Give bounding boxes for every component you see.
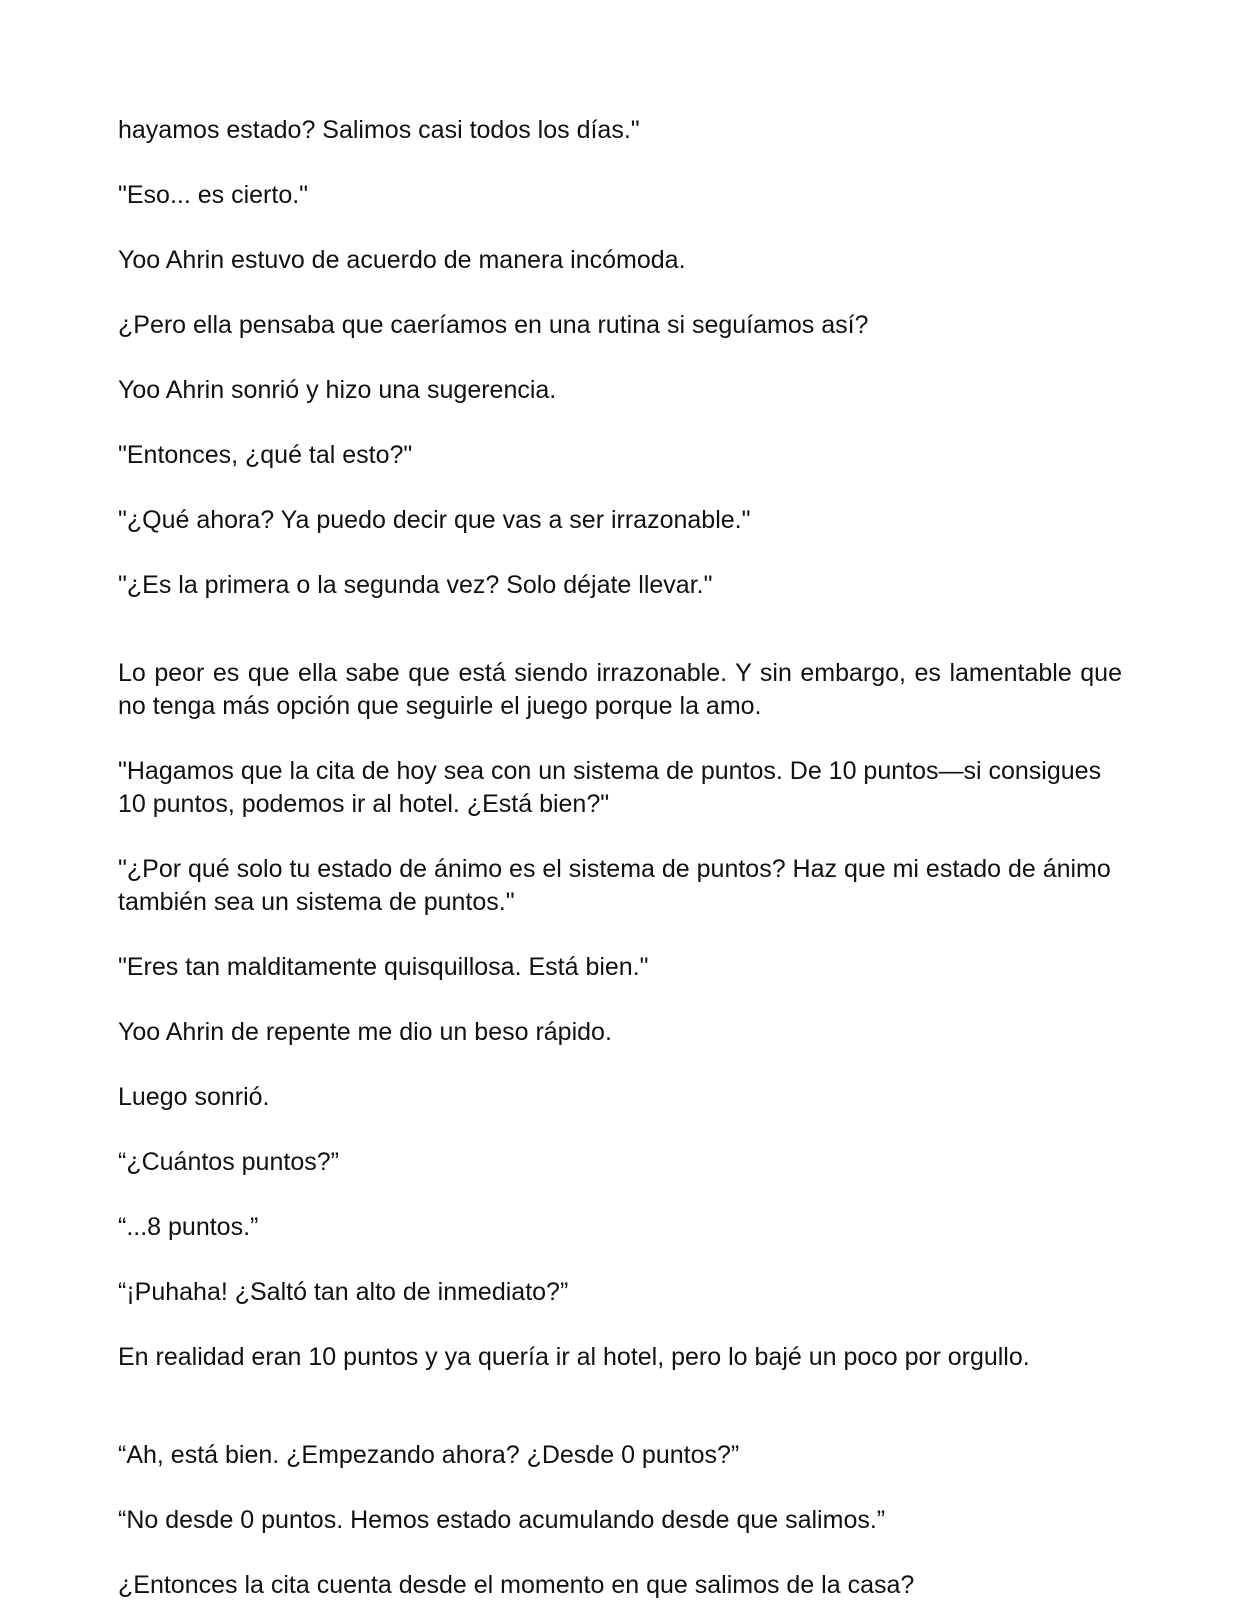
paragraph-4: ¿Pero ella pensaba que caeríamos en una rutina si seguíamos así? [118, 311, 869, 339]
paragraph-17: “¡Puhaha! ¿Saltó tan alto de inmediato?” [118, 1278, 569, 1306]
paragraph-10: "Hagamos que la cita de hoy sea con un sistema de puntos. De 10 puntos—si consigues 10 puntos, podemos ir al hotel. ¿Está bien?" [118, 757, 1102, 818]
paragraph-12: "Eres tan malditamente quisquillosa. Está bien." [118, 953, 649, 981]
paragraph-14: Luego sonrió. [118, 1083, 270, 1111]
paragraph-5: Yoo Ahrin sonrió y hizo una sugerencia. [118, 376, 557, 404]
paragraph-7: "¿Qué ahora? Ya puedo decir que vas a ser irrazonable." [118, 506, 751, 534]
paragraph-9: Lo peor es que ella sabe que está siendo irrazonable. Y sin embargo, es lamentable que no tenga más opción que seguirle el juego porque la amo. [118, 659, 1122, 720]
paragraph-11: "¿Por qué solo tu estado de ánimo es el sistema de puntos? Haz que mi estado de ánimo también sea un sistema de puntos." [118, 855, 1111, 916]
paragraph-16: “...8 puntos.” [118, 1213, 259, 1241]
paragraph-6: "Entonces, ¿qué tal esto?" [118, 441, 413, 469]
paragraph-3: Yoo Ahrin estuvo de acuerdo de manera incómoda. [118, 246, 686, 274]
paragraph-21: ¿Entonces la cita cuenta desde el momento en que salimos de la casa? [118, 1571, 915, 1599]
paragraph-8: "¿Es la primera o la segunda vez? Solo déjate llevar." [118, 571, 713, 599]
paragraph-13: Yoo Ahrin de repente me dio un beso rápido. [118, 1018, 612, 1046]
paragraph-2: "Eso... es cierto." [118, 181, 309, 209]
paragraph-19: “Ah, está bien. ¿Empezando ahora? ¿Desde 0 puntos?” [118, 1441, 740, 1469]
paragraph-1: hayamos estado? Salimos casi todos los días." [118, 116, 640, 144]
paragraph-18: En realidad eran 10 puntos y ya quería ir al hotel, pero lo bajé un poco por orgullo. [118, 1343, 1030, 1371]
paragraph-20: “No desde 0 puntos. Hemos estado acumulando desde que salimos.” [118, 1506, 886, 1534]
paragraph-15: “¿Cuántos puntos?” [118, 1148, 339, 1176]
